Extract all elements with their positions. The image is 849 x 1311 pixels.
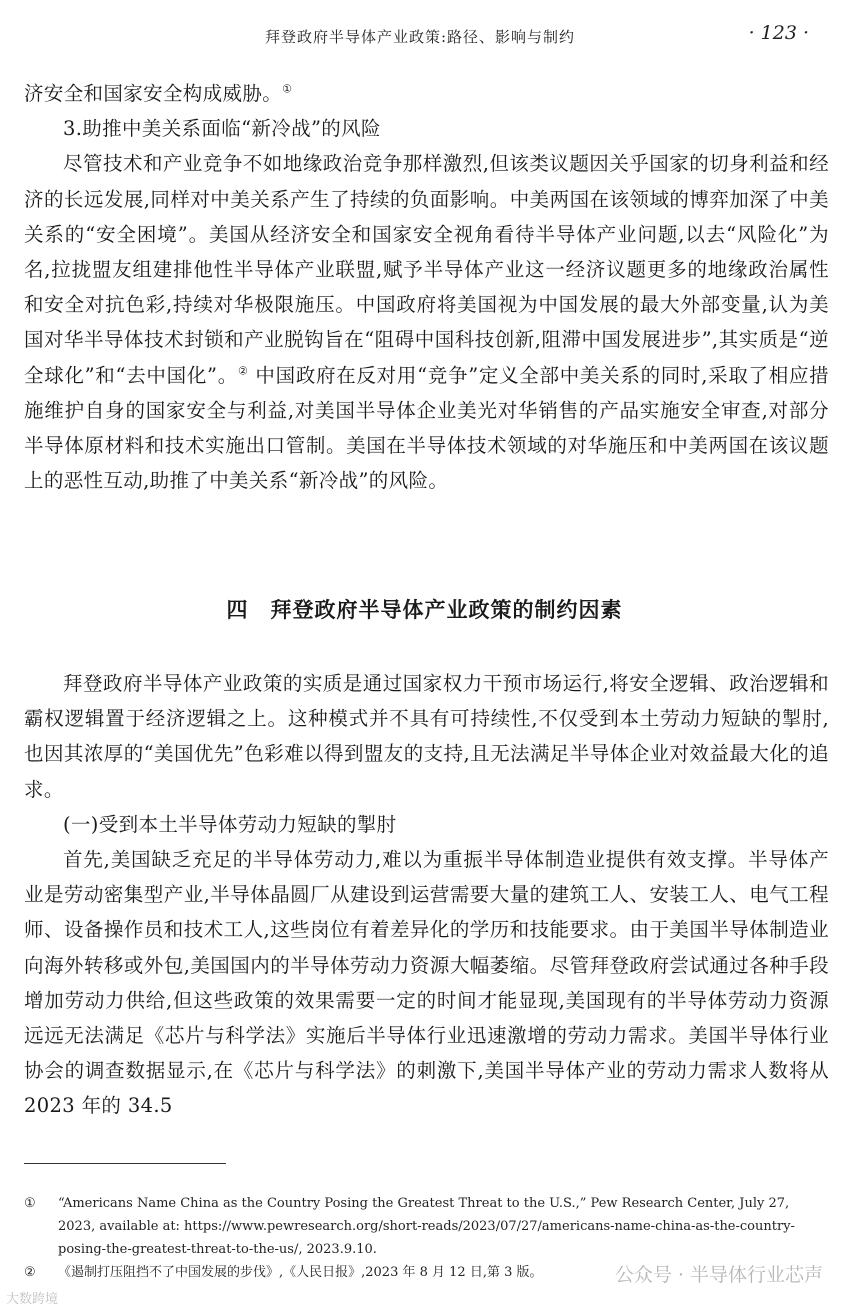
footnote-marker: ① [24,1196,36,1211]
footnote-text: 《遏制打压阻挡不了中国发展的步伐》,《人民日报》,2023 年 8 月 12 日,第 3 版。 [58,1265,543,1280]
watermark: 公众号 · 半导体行业芯声 [614,1264,823,1286]
footnote-1 [24,1192,829,1261]
paragraph: 尽管技术和产业竞争不如地缘政治竞争那样激烈,但该类议题因关乎国家的切身利益和经济的长远发展,同样对中美关系产生了持续的负面影响。中美两国在该领域的博弈加深了中美关系的“安全困境”。美国从经济安全和国家安全视角看待半导体产业问题,以去“风险化”为名,拉拢盟友组建排他性半导体产业联盟,赋予半导体产业这一经济议题更多的地缘政治属性和安全对抗色彩,持续对华极限施压。中国政府将美国视为中国发展的最大外部变量,认为美国对华半导体技术封锁和产业脱钩旨在“阻碍中国科技创新,阻滞中国发展进步”,其实质是“逆全球化”和“去中国化”。② 中国政府在反对用“竞争”定义全部中美关系的同时,采取了相应措施维护自身的国家安全与利益,对美国半导体企业美光对华销售的产品实施安全审查,对部分半导体原材料和技术实施出口管制。美国在半导体技术领域的对华施压和中美两国在该议题上的恶性互动,助推了中美关系“新冷战”的风险。 [24,152,830,493]
footnote-ref-2[interactable]: ② [237,364,249,378]
body-part-2 [24,666,829,1124]
paragraph: 首先,美国缺乏充足的半导体劳动力,难以为重振半导体制造业提供有效支撑。半导体产业是劳动密集型产业,半导体晶圆厂从建设到运营需要大量的建筑工人、安装工人、电气工程师、设备操作员和技术工人,这些岗位有着差异化的学历和技能要求。由于美国半导体制造业向海外转移或外包,美国国内的半导体劳动力资源大幅萎缩。尽管拜登政府尝试通过各种手段增加劳动力供给,但这些政策的效果需要一定的时间才能显现,美国现有的半导体劳动力资源远远无法满足《芯片与科学法》实施后半导体行业迅速激增的劳动力需求。美国半导体行业协会的调查数据显示,在《芯片与科学法》的刺激下,美国半导体产业的劳动力需求人数将从 2023 年的 34.5 [24,848,829,1118]
section-title: 拜登政府半导体产业政策的制约因素 [270,598,623,622]
paragraph: 拜登政府半导体产业政策的实质是通过国家权力干预市场运行,将安全逻辑、政治逻辑和霸权逻辑置于经济逻辑之上。这种模式并不具有可持续性,不仅受到本土劳动力短缺的掣肘,也因其浓厚的“美国优先”色彩难以得到盟友的支持,且无法满足半导体企业对效益最大化的追求。 [24,672,829,801]
subsection-heading-1: (一)受到本土半导体劳动力短缺的掣肘 [63,812,397,836]
footnote-ref-1[interactable]: ① [282,82,293,96]
page-number: · 123 · [748,22,809,44]
subsection-heading-3: 3.助推中美关系面临“新冷战”的风险 [63,117,381,141]
section-heading [0,594,849,624]
footnote-marker: ② [24,1265,36,1280]
running-title: 拜登政府半导体产业政策:路径、影响与制约 [265,28,576,46]
footnote-text: “Americans Name China as the Country Posing the Greatest Threat to the U.S.,” Pew Research Center, July 27, 2023, available at: https://www.pewresearch.org/short-reads/2023/07/27/americans-name-china-as-the-country-posing-the-greatest-threat-to-the-us/, 2023.9.10. [58,1196,795,1257]
page-header [0,22,849,50]
section-number: 四 [226,598,249,622]
paragraph-continuation: 济安全和国家安全构成威胁。① [24,82,293,105]
footnote-divider [24,1163,226,1164]
body-part-1 [24,76,829,498]
watermark-left: 大数跨境 [6,1292,59,1307]
